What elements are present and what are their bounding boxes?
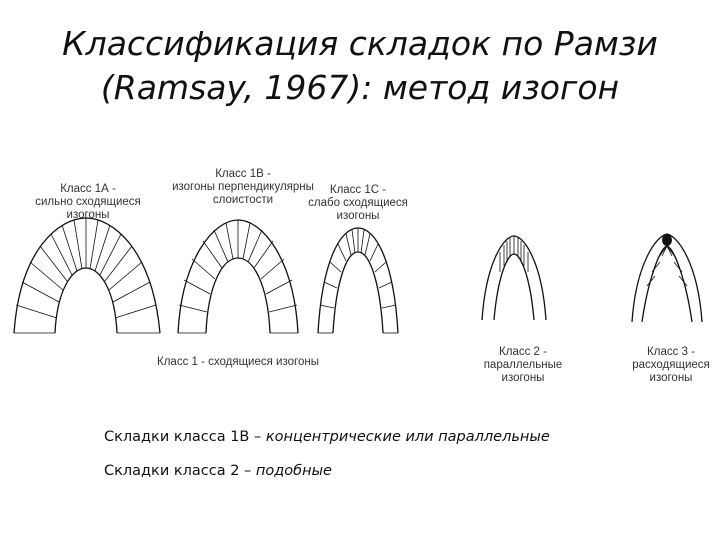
title-line-1: Классификация складок по Рамзи (62, 24, 658, 63)
note-class-1b-emphasis: концентрические или параллельные (265, 429, 550, 445)
fold-class-1b (178, 220, 298, 333)
fold-3-outer-arc (632, 234, 702, 322)
note-class-1b-prefix: Складки класса 1В – (104, 429, 266, 445)
caption-class-1b-line-3: слоистости (212, 194, 274, 206)
caption-class-2-line-3: изогоны (501, 372, 545, 384)
caption-class-1b-line-1: Класс 1В - (215, 168, 271, 180)
slide-title (0, 22, 720, 110)
fold-3-inner-arc (642, 246, 692, 322)
fold-1a-isogons (14, 218, 160, 333)
fold-1b-isogons (178, 220, 298, 333)
fold-class-1c (318, 228, 398, 333)
caption-class-2-line-2: параллельные (483, 359, 563, 371)
caption-class-2 (468, 346, 578, 385)
fold-3-hinge-fill (662, 234, 672, 246)
caption-class-1a-line-3: изогоны (66, 209, 110, 221)
caption-class-1c-line-3: изогоны (336, 210, 380, 222)
caption-class-1b-line-2: изогоны перпендикулярны (172, 181, 314, 193)
fold-1b-inner-arc (206, 258, 270, 333)
fold-class-1a (14, 218, 160, 333)
caption-class-3-line-2: расходящиеся (632, 359, 710, 371)
fold-class-3 (632, 234, 702, 322)
caption-class-2-line-1: Класс 2 - (499, 346, 547, 358)
fold-1c-isogons (318, 228, 398, 333)
caption-class-3-line-3: изогоны (649, 372, 693, 384)
fold-1c-inner-arc (333, 252, 383, 333)
caption-class-3 (616, 346, 720, 385)
caption-class-1c-line-1: Класс 1С - (329, 184, 387, 196)
title-line-2: (Ramsay, 1967): метод изогон (100, 68, 620, 107)
caption-class-1a-line-1: Класс 1А - (60, 183, 116, 195)
note-class-1b (104, 429, 550, 445)
note-class-2-prefix: Складки класса 2 – (104, 463, 256, 479)
note-class-2 (104, 463, 332, 479)
fold-diagrams (0, 160, 720, 340)
caption-class-1c-line-2: слабо сходящиеся (308, 197, 408, 209)
fold-1a-outer-arc (14, 218, 160, 333)
caption-class-1-line: Класс 1 - сходящиеся изогоны (157, 356, 319, 368)
fold-3-isogons (647, 246, 687, 286)
caption-class-1 (118, 356, 358, 369)
note-class-2-emphasis: подобные (255, 463, 332, 479)
fold-class-2 (482, 236, 546, 320)
caption-class-3-line-1: Класс 3 - (647, 346, 695, 358)
caption-class-1a-line-2: сильно сходящиеся (35, 196, 141, 208)
